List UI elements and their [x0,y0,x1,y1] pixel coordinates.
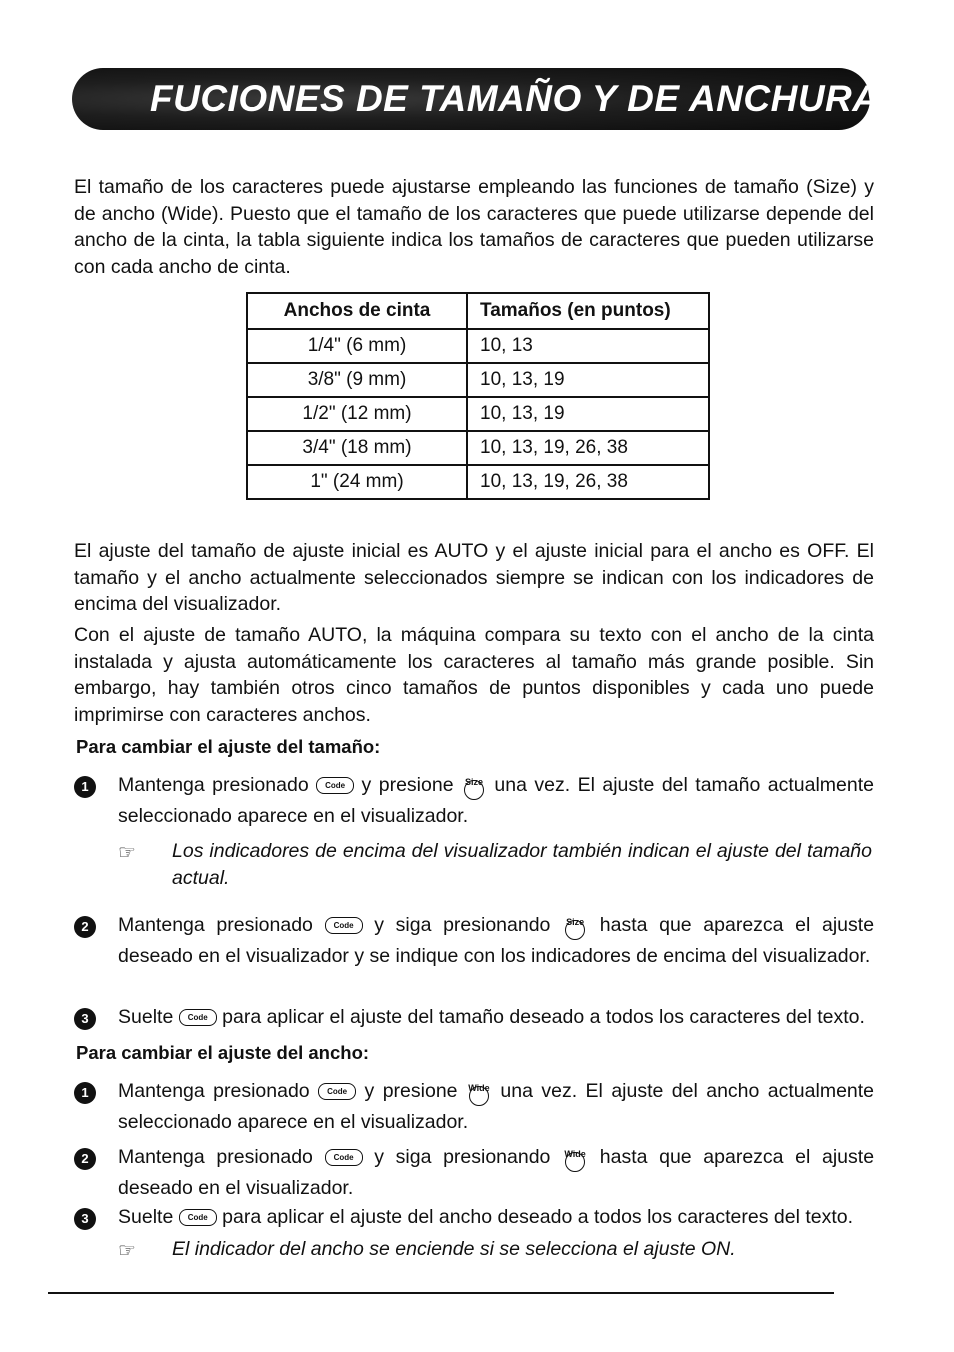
code-key-icon: Code [325,1149,363,1166]
table-cell: 10, 13, 19 [467,397,709,431]
table-cell: 10, 13, 19, 26, 38 [467,431,709,465]
table-row [247,431,709,465]
table-row [247,397,709,431]
code-key-icon: Code [325,917,363,934]
table-row [247,465,709,499]
table-cell: 10, 13 [467,329,709,363]
intro-paragraph: El tamaño de los caracteres puede ajustarse empleando las funciones de tamaño (Size) y de ancho (Wide). Puesto que el tamaño de los caracteres que puede utilizarse depende del ancho de la cinta, la tabla siguiente indica los tamaños de caracteres que pueden utilizarse con cada ancho de cinta. [74,176,874,278]
wide-key-icon: Wide [562,1143,588,1173]
step-number: 2 [74,916,96,938]
step-number: 1 [74,1082,96,1104]
table-cell: 10, 13, 19, 26, 38 [467,465,709,499]
table-cell: 1/2" (12 mm) [247,397,467,431]
wide-key-icon: Wide [466,1077,492,1107]
table-cell: 1" (24 mm) [247,465,467,499]
size-section-heading: Para cambiar el ajuste del tamaño: [76,736,381,757]
initial-settings-paragraph: El ajuste del tamaño de ajuste inicial es AUTO y el ajuste inicial para el ancho es OFF. El tamaño y el ancho actualmente seleccionados siempre se indican con los indicadores de encima del visualizador. [74,540,874,615]
tape-size-table [246,292,710,500]
wide-section-heading: Para cambiar el ajuste del ancho: [76,1042,370,1063]
footer-rule [48,1292,834,1294]
auto-size-paragraph: Con el ajuste de tamaño AUTO, la máquina compara su texto con el ancho de la cinta instalada y ajusta automáticamente los caracteres al tamaño más grande posible. Sin embargo, hay también otros cinco tamaños de puntos disponibles y cada uno puede imprimirse con caracteres anchos. [74,624,874,726]
pointing-hand-icon: ☞ [118,1240,136,1262]
table-cell: 3/4" (18 mm) [247,431,467,465]
table-header-row [247,293,709,329]
table-cell: 3/8" (9 mm) [247,363,467,397]
step-number: 3 [74,1008,96,1030]
size-key-icon: Size [461,771,487,801]
section-banner [72,68,880,130]
size-key-icon: Size [562,911,588,941]
code-key-icon: Code [318,1083,356,1100]
code-key-icon: Code [179,1009,217,1026]
pointing-hand-icon: ☞ [118,842,136,864]
table-row [247,363,709,397]
table-cell: 1/4" (6 mm) [247,329,467,363]
table-row [247,329,709,363]
column-header: Anchos de cinta [247,293,467,329]
step-number: 1 [74,776,96,798]
step-number: 3 [74,1208,96,1230]
code-key-icon: Code [179,1209,217,1226]
page-title: FUCIONES DE TAMAÑO Y DE ANCHURA [150,78,880,119]
table-cell: 10, 13, 19 [467,363,709,397]
code-key-icon: Code [316,777,354,794]
column-header: Tamaños (en puntos) [467,293,709,329]
step-number: 2 [74,1148,96,1170]
